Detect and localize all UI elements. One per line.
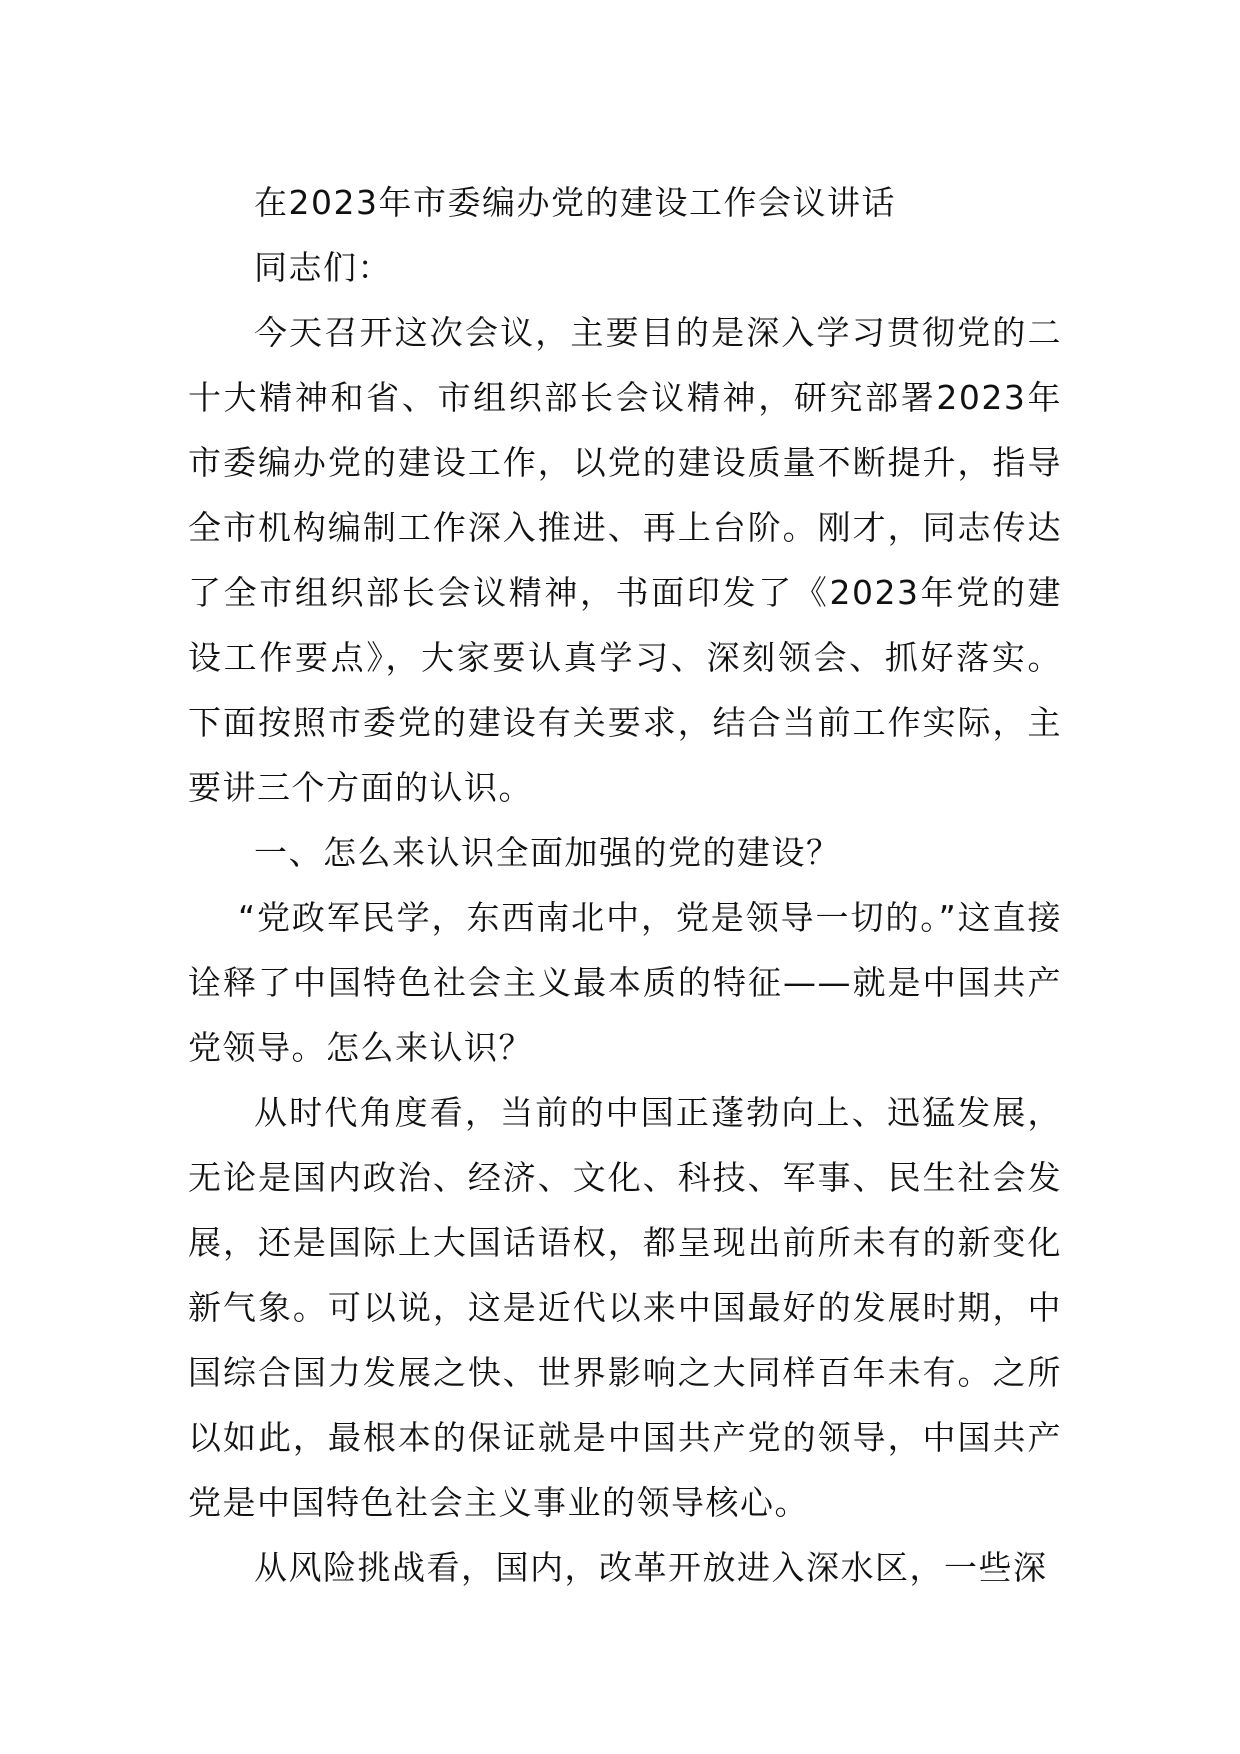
paragraph-era-perspective: 从时代角度看，当前的中国正蓬勃向上、迅猛发展，无论是国内政治、经济、文化、科技、军事、民生社会发展，还是国际上大国话语权，都呈现出前所未有的新变化新气象。可以说，这是近代以来中国最好的发展时期，中国综合国力发展之快、世界影响之大同样百年未有。之所以如此，最根本的保证就是中国共产党的领导，中国共产党是中国特色社会主义事业的领导核心。 — [188, 1093, 1062, 1522]
document-body — [188, 170, 1062, 1600]
paragraph-intro: 今天召开这次会议，主要目的是深入学习贯彻党的二十大精神和省、市组织部长会议精神，研究部署2023年市委编办党的建设工作，以党的建设质量不断提升，指导全市机构编制工作深入推进、再上台阶。刚才，同志传达了全市组织部长会议精神，书面印发了《2023年党的建设工作要点》，大家要认真学习、深刻领会、抓好落实。下面按照市委党的建设有关要求，结合当前工作实际，主要讲三个方面的认识。 — [188, 313, 1062, 807]
paragraph-quote: “党政军民学，东西南北中，党是领导一切的。”这直接诠释了中国特色社会主义最本质的特征——就是中国共产党领导。怎么来认识？ — [188, 898, 1062, 1067]
section-heading-1: 一、怎么来认识全面加强的党的建设？ — [254, 833, 841, 872]
paragraph-risk-perspective: 从风险挑战看，国内，改革开放进入深水区，一些深 — [254, 1548, 1048, 1587]
salutation: 同志们： — [254, 248, 392, 287]
document-title: 在2023年市委编办党的建设工作会议讲话 — [254, 183, 896, 222]
